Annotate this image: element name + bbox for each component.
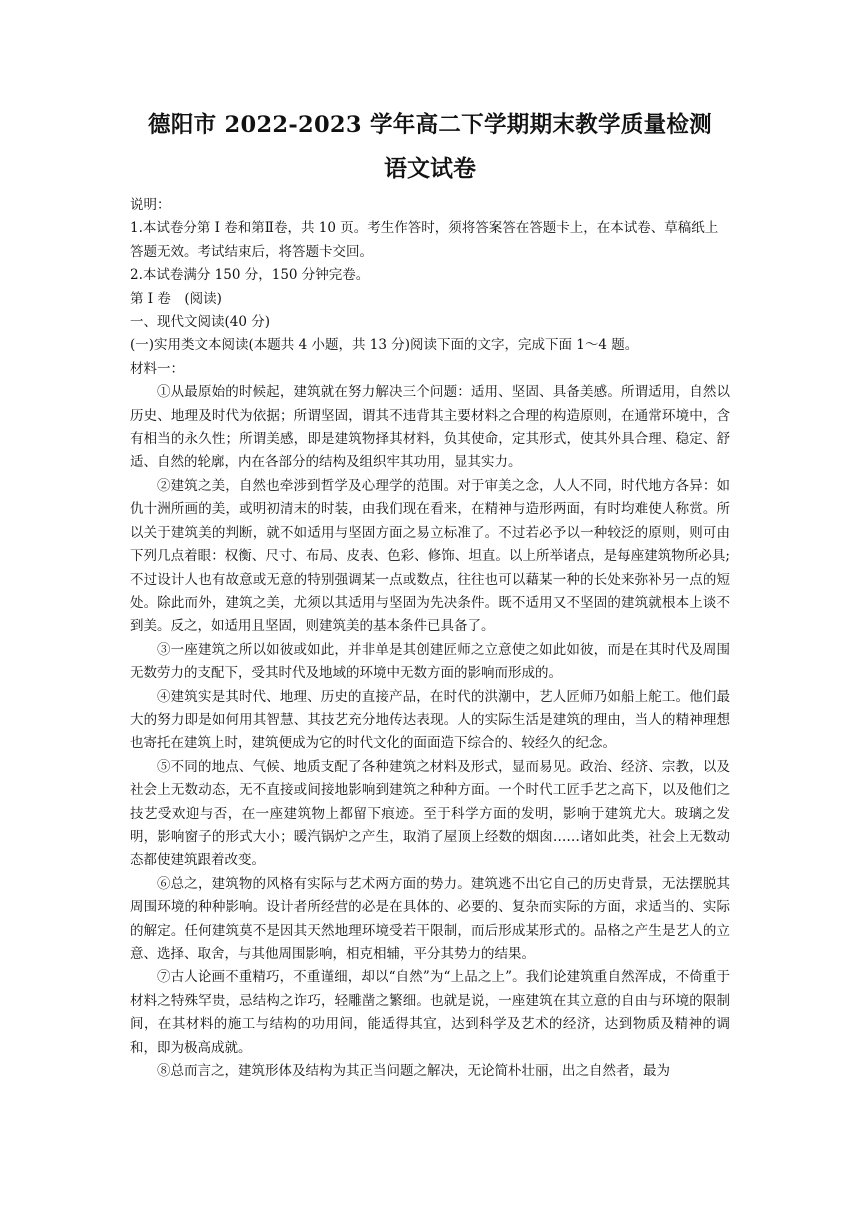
- instruction-item-2: 2.本试卷满分 150 分，150 分钟完卷。: [130, 267, 370, 284]
- paragraph-4: ④建筑实是其时代、地理、历史的直接产品，在时代的洪潮中，艺人匠师乃如船上舵工。他们最大的努力即是如何用其智慧、其技艺充分地传达表现。人的实际生活是建筑的理由，当人的精神理想也寄托在建筑上时，建筑便成为它的时代文化的面面造下综合的、较经久的纪念。: [130, 688, 730, 752]
- paragraph-7: ⑦古人论画不重精巧，不重谨细，却以“自然”为“上品之上”。我们论建筑重自然浑成，不倚重于材料之特殊罕贵，忌结构之诈巧，轻雕凿之繁细。也就是说，一座建筑在其立意的自由与环境的限制间，在其材料的施工与结构的功用间，能适得其宜，达到科学及艺术的经济，达到物质及精神的调和，即为极高成就。: [130, 969, 730, 1056]
- material-label: 材料一：: [130, 360, 184, 377]
- exam-subtitle: 语文试卷: [384, 155, 476, 182]
- paragraph-3: ③一座建筑之所以如彼或如此，并非单是其创建匠师之立意使之如此如彼，而是在其时代及周围无数劳力的支配下，受其时代及地域的环境中无数方面的影响而形成的。: [130, 641, 730, 682]
- part-heading: 一、现代文阅读(40 分): [130, 314, 271, 331]
- exam-title: 德阳市 2022-2023 学年高二下学期期末教学质量检测: [148, 112, 712, 138]
- instruction-item-1: 1.本试卷分第 I 卷和第Ⅱ卷，共 10 页。考生作答时，须将答案答在答题卡上，在本试卷、草稿纸上答题无效。考试结束后，将答题卡交回。: [130, 220, 719, 260]
- paragraph-2: ②建筑之美，自然也牵涉到哲学及心理学的范围。对于审美之念，人人不同，时代地方各异：如仇十洲所画的美，或明初清末的时装，由我们现在看来，在精神与造形两面，有时均难使人称赏。所以关于建筑美的判断，就不如适用与坚固方面之易立标准了。不过若必予以一种较泛的原则，则可由下列几点着眼：权衡、尺寸、布局、皮表、色彩、修饰、坦直。以上所举诸点，是每座建筑物所必具;不过设计人也有故意或无意的特别强调某一点或数点，往往也可以藉某一种的长处来弥补另一点的短处。除此而外，建筑之美，尤须以其适用与坚固为先决条件。既不适用又不坚固的建筑就根本上谈不到美。反之，如适用且坚固，则建筑美的基本条件已具备了。: [130, 477, 730, 635]
- paragraph-8: ⑧总而言之，建筑形体及结构为其正当问题之解决，无论简朴壮丽，出之自然者，最为: [157, 1063, 670, 1080]
- volume-heading: 第 I 卷 (阅读): [130, 290, 222, 307]
- paragraph-1: ①从最原始的时候起，建筑就在努力解决三个问题：适用、坚固、具备美感。所谓适用，自然以历史、地理及时代为依据；所谓坚固，谓其不违背其主要材料之合理的构造原则，在通常环境中，含有相当的永久性；所谓美感，即是建筑物择其材料，负其使命，定其形式，使其外具合理、稳定、舒适、自然的轮廓，内在各部分的结构及组织牢其功用，显其实力。: [130, 384, 730, 471]
- instructions-label: 说明：: [130, 197, 171, 213]
- question-intro: (一)实用类文本阅读(本题共 4 小题，共 13 分)阅读下面的文字，完成下面 1～4 题。: [130, 337, 639, 354]
- exam-page: [130, 110, 730, 1083]
- paragraph-6: ⑥总之，建筑物的风格有实际与艺术两方面的势力。建筑逃不出它自己的历史背景，无法摆脱其周围环境的种种影响。设计者所经营的必是在具体的、必要的、复杂而实际的方面，求适当的、实际的解定。任何建筑莫不是因其天然地理环境受若干限制，而后形成某形式的。品格之产生是艺人的立意、选择、取舍，与其他周围影响，相克相辅，平分其势力的结果。: [130, 875, 730, 962]
- paragraph-5: ⑤不同的地点、气候、地质支配了各种建筑之材料及形式，显而易见。政治、经济、宗教，以及社会上无数动态，无不直接或间接地影响到建筑之种种方面。一个时代工匠手艺之高下，以及他们之技艺受欢迎与否，在一座建筑物上都留下痕迹。至于科学方面的发明，影响于建筑尤大。玻璃之发明，影响窗子的形式大小；暖汽锅炉之产生，取消了屋顶上经数的烟囱……诸如此类，社会上无数动态都使建筑跟着改变。: [130, 758, 730, 869]
